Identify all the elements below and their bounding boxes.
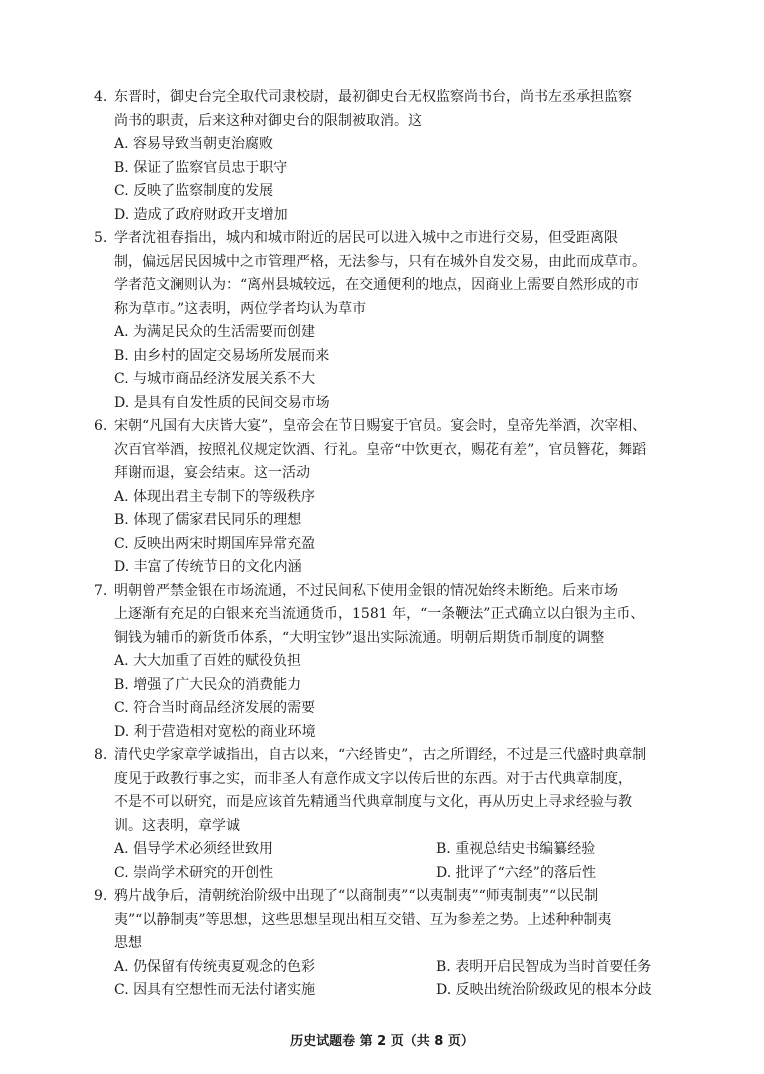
exam-page (94, 86, 684, 1003)
option-d: D. 反映出统治阶级政见的根本分歧 (436, 982, 652, 998)
question-number: 9. (94, 888, 108, 904)
option-b: B. 重视总结史书编纂经验 (436, 841, 596, 857)
option-c: C. 符合当时商品经济发展的需要 (114, 700, 316, 716)
option-a: A. 大大加重了百姓的赋役负担 (114, 653, 302, 669)
option-row (94, 956, 684, 980)
option-a: A. 仍保留有传统夷夏观念的色彩 (114, 958, 316, 975)
option-d: D. 丰富了传统节日的文化内涵 (114, 559, 302, 575)
option-d: D. 利于营造相对宽松的商业环境 (114, 723, 316, 740)
question-9 (94, 885, 684, 1003)
option-c: C. 反映了监察制度的发展 (114, 183, 274, 199)
question-6 (94, 415, 684, 580)
question-5 (94, 227, 684, 415)
question-4 (94, 86, 684, 227)
question-stem: 7. 明朝曾严禁金银在市场流通，不过民间私下使用金银的情况始终未断绝。后来市场 上逐渐有充足的白银来充当流通货币，1581 年，“一条鞭法”正式确立以白银为主币、 铜钱为辅币的新货币体系，“大明宝钞”退出实际流通。明朝后期货币制度的调整 (94, 580, 684, 651)
option-d: D. 是具有自发性质的民间交易市场 (114, 394, 330, 411)
option-d: D. 造成了政府财政开支增加 (114, 206, 288, 223)
question-8 (94, 744, 684, 885)
option-b: B. 由乡村的固定交易场所发展而来 (114, 347, 330, 364)
option-row (94, 862, 684, 886)
question-7 (94, 580, 684, 745)
question-number: 5. (94, 230, 108, 246)
option-d: D. 批评了“六经”的落后性 (436, 864, 596, 881)
question-stem: 9. 鸦片战争后，清朝统治阶级中出现了“以商制夷”“以夷制夷”“师夷制夷”“以民制 夷”“以静制夷”等思想，这些思想呈现出相互交错、互为参差之势。上述种种制夷 思想 (94, 885, 684, 956)
option-c: C. 反映出两宋时期国库异常充盈 (114, 535, 316, 552)
option-a: A. 体现出君主专制下的等级秩序 (114, 488, 316, 505)
option-b: B. 体现了儒家君民同乐的理想 (114, 512, 302, 528)
question-number: 6. (94, 418, 108, 434)
option-c: C. 因具有空想性而无法付诸实施 (114, 982, 316, 998)
option-b: B. 表明开启民智成为当时首要任务 (436, 958, 652, 975)
question-number: 4. (94, 89, 108, 105)
question-stem: 5. 学者沈祖春指出，城内和城市附近的居民可以进入城中之市进行交易，但受距离限 制，偏远居民因城中之市管理严格，无法参与，只有在城外自发交易，由此而成草市。 学者范文澜则认为：“离州县城较远，在交通便利的地点，因商业上需要自然形成的市 称为草市。”这表明，两位学者均认为草市 (94, 227, 684, 321)
option-c: C. 崇尚学术研究的开创性 (114, 864, 274, 881)
page-footer: 历史试题卷 第 2 页（共 8 页） (290, 1034, 474, 1049)
question-stem: 4. 东晋时，御史台完全取代司隶校尉，最初御史台无权监察尚书台，尚书左丞承担监察 尚书的职责，后来这种对御史台的限制被取消。这 (94, 86, 684, 133)
question-stem: 8. 清代史学家章学诚指出，自古以来，“六经皆史”，古之所谓经，不过是三代盛时典章制 度见于政教行事之实，而非圣人有意作成文字以传后世的东西。对于古代典章制度， 不是不可以研究，而是应该首先精通当代典章制度与文化，再从历史上寻求经验与教 训。这表明，章学诚 (94, 744, 684, 838)
question-stem: 6. 宋朝“凡国有大庆皆大宴”，皇帝会在节日赐宴于官员。宴会时，皇帝先举酒，次宰相、 次百官举酒，按照礼仪规定饮酒、行礼。皇帝“中饮更衣，赐花有差”，官员簪花，舞蹈 拜谢而退，宴会结束。这一活动 (94, 415, 684, 486)
question-number: 7. (94, 582, 108, 599)
option-a: A. 为满足民众的生活需要而创建 (114, 324, 316, 340)
option-a: A. 倡导学术必须经世致用 (114, 841, 274, 857)
option-row (94, 979, 684, 1003)
option-a: A. 容易导致当朝吏治腐败 (114, 136, 274, 152)
option-row (94, 838, 684, 862)
option-b: B. 保证了监察官员忠于职守 (114, 159, 288, 176)
option-c: C. 与城市商品经济发展关系不大 (114, 371, 316, 387)
question-number: 8. (94, 747, 108, 763)
option-b: B. 增强了广大民众的消费能力 (114, 676, 302, 693)
